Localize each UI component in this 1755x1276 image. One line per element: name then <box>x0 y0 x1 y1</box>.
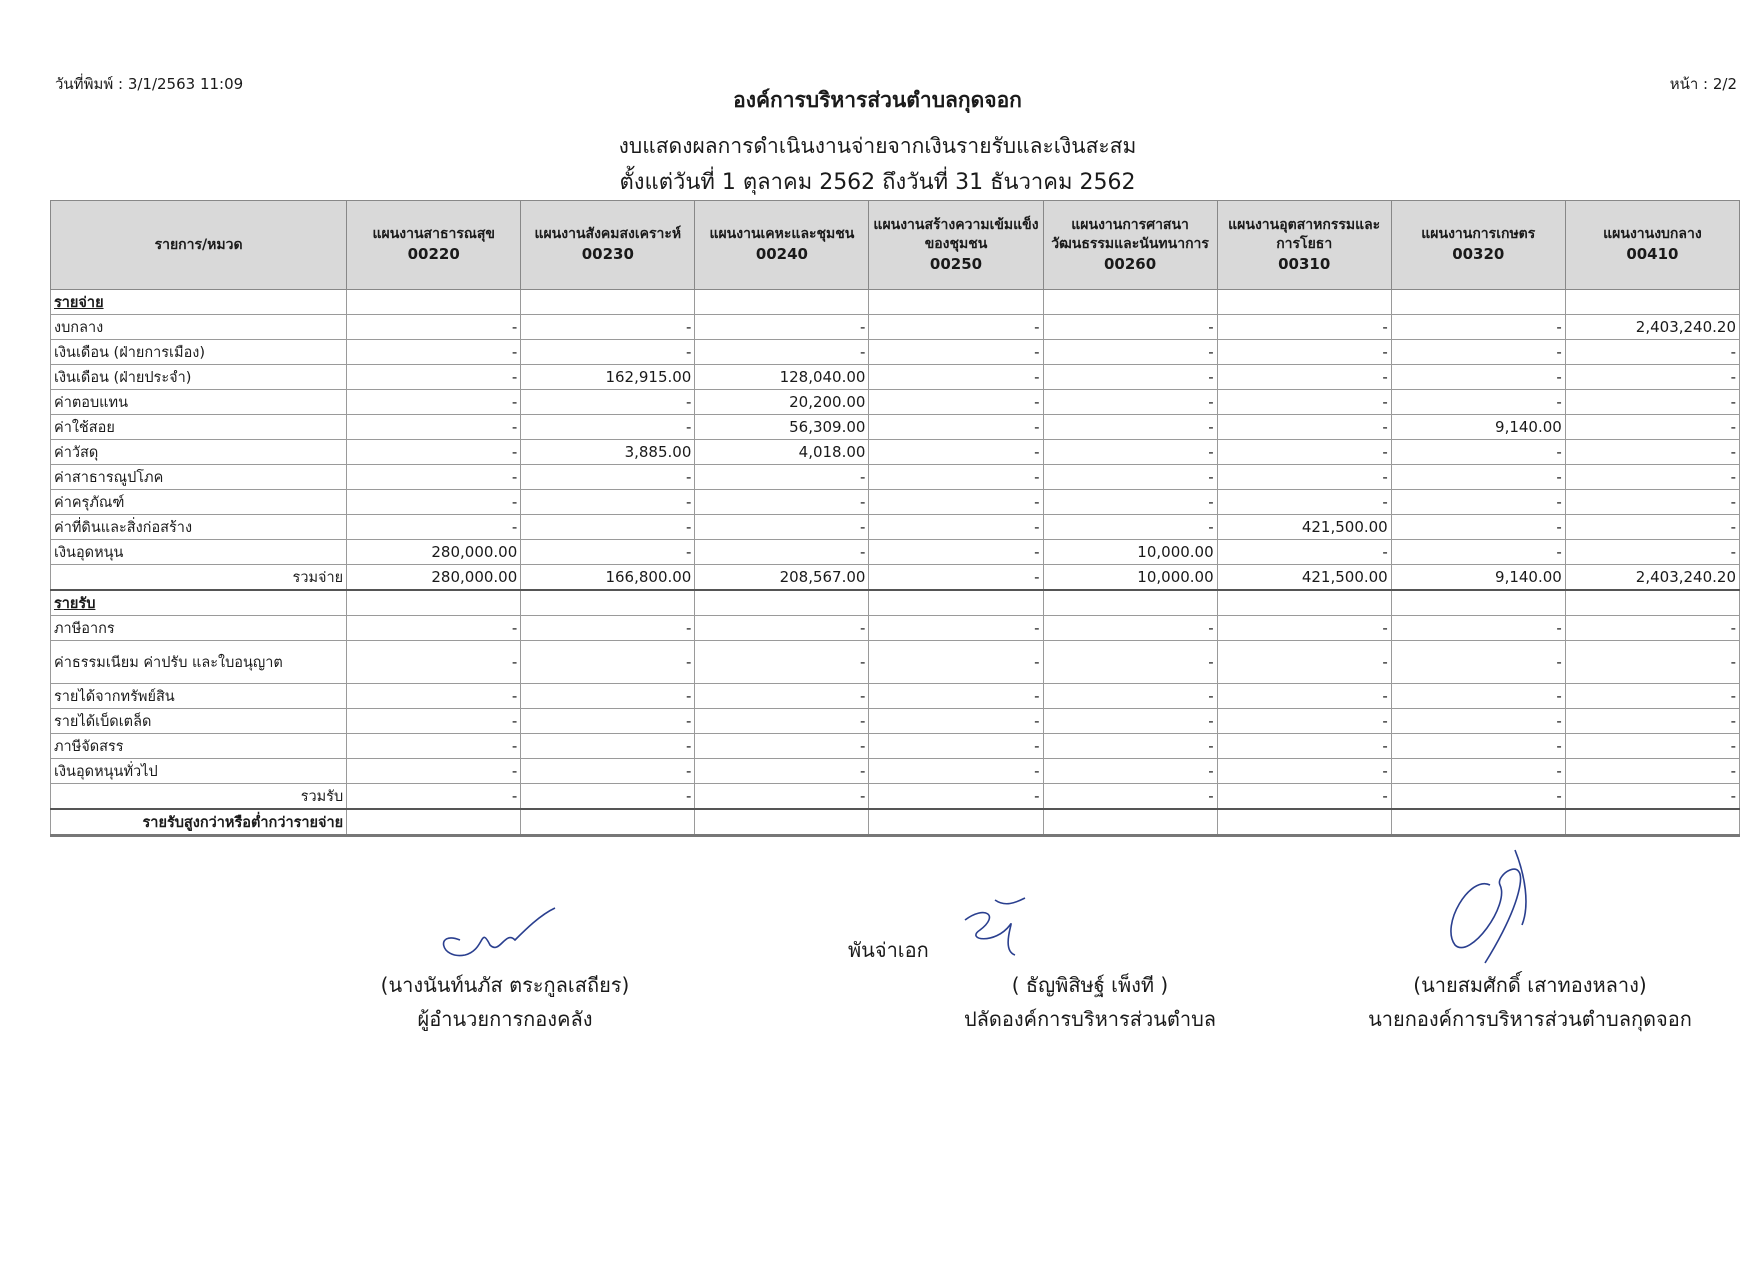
report-period: ตั้งแต่วันที่ 1 ตุลาคม 2562 ถึงวันที่ 31 ธันวาคม 2562 <box>619 170 1136 195</box>
value-cell: - <box>695 465 869 490</box>
value-cell: - <box>869 390 1043 415</box>
value-cell: - <box>1391 540 1565 565</box>
value-cell: 162,915.00 <box>521 365 695 390</box>
row-label: งบกลาง <box>51 315 347 340</box>
value-cell: - <box>347 415 521 440</box>
value-cell: - <box>1217 390 1391 415</box>
org-name: องค์การบริหารส่วนตำบลกุดจอก <box>733 88 1022 112</box>
signature-block-deputy <box>890 968 1290 1036</box>
value-cell: - <box>1391 784 1565 810</box>
value-cell: 9,140.00 <box>1391 415 1565 440</box>
value-cell: - <box>1217 709 1391 734</box>
value-cell: - <box>347 616 521 641</box>
value-cell: - <box>1565 515 1739 540</box>
signature-center-image <box>955 895 1035 965</box>
value-cell: - <box>521 415 695 440</box>
value-cell: - <box>1565 540 1739 565</box>
value-cell: - <box>1043 490 1217 515</box>
column-header: แผนงานการศาสนาวัฒนธรรมและนันทนาการ 00260 <box>1043 201 1217 290</box>
value-cell: - <box>347 390 521 415</box>
table-row <box>51 515 1740 540</box>
value-cell: - <box>1043 641 1217 684</box>
section-label: รายรับ <box>51 590 347 616</box>
value-cell: 280,000.00 <box>347 540 521 565</box>
value-cell: 208,567.00 <box>695 565 869 591</box>
value-cell: - <box>521 515 695 540</box>
value-cell: - <box>1565 616 1739 641</box>
value-cell: - <box>347 465 521 490</box>
value-cell: - <box>1391 641 1565 684</box>
section-label: รายจ่าย <box>51 290 347 315</box>
value-cell: - <box>1391 490 1565 515</box>
value-cell: - <box>695 784 869 810</box>
value-cell: - <box>1043 415 1217 440</box>
value-cell: - <box>1217 784 1391 810</box>
empty-cell <box>869 290 1043 315</box>
value-cell: - <box>1217 734 1391 759</box>
value-cell: - <box>347 315 521 340</box>
value-cell: - <box>1043 709 1217 734</box>
report-table <box>50 200 1740 837</box>
value-cell: - <box>1391 315 1565 340</box>
value-cell: - <box>1217 465 1391 490</box>
value-cell: - <box>695 540 869 565</box>
value-cell: - <box>1391 440 1565 465</box>
row-label: เงินเดือน (ฝ่ายการเมือง) <box>51 340 347 365</box>
value-cell: - <box>1565 490 1739 515</box>
value-cell: - <box>521 340 695 365</box>
value-cell: - <box>347 684 521 709</box>
value-cell: - <box>1391 390 1565 415</box>
value-cell: 10,000.00 <box>1043 540 1217 565</box>
value-cell: - <box>869 616 1043 641</box>
value-cell: - <box>347 365 521 390</box>
value-cell: - <box>1043 390 1217 415</box>
print-date: วันที่พิมพ์ : 3/1/2563 11:09 <box>55 75 244 93</box>
value-cell: - <box>869 415 1043 440</box>
table-row <box>51 684 1740 709</box>
value-cell: - <box>521 784 695 810</box>
section-row <box>51 590 1740 616</box>
empty-cell <box>521 290 695 315</box>
value-cell: - <box>1565 684 1739 709</box>
value-cell: - <box>869 365 1043 390</box>
value-cell: - <box>1565 641 1739 684</box>
empty-cell <box>1391 290 1565 315</box>
empty-cell <box>521 590 695 616</box>
empty-cell <box>347 809 521 836</box>
row-label: ค่าธรรมเนียม ค่าปรับ และใบอนุญาต <box>51 641 347 684</box>
row-label: ค่าครุภัณฑ์ <box>51 490 347 515</box>
value-cell: - <box>1391 684 1565 709</box>
table-row <box>51 734 1740 759</box>
page-number: หน้า : 2/2 <box>1669 75 1737 93</box>
table-row <box>51 340 1740 365</box>
value-cell: - <box>1217 490 1391 515</box>
value-cell: - <box>521 709 695 734</box>
first-column-header: รายการ/หมวด <box>51 201 347 290</box>
value-cell: - <box>869 340 1043 365</box>
empty-cell <box>695 590 869 616</box>
value-cell: - <box>869 641 1043 684</box>
value-cell: - <box>347 490 521 515</box>
empty-cell <box>1217 809 1391 836</box>
value-cell: - <box>1043 515 1217 540</box>
value-cell: - <box>521 684 695 709</box>
value-cell: - <box>1217 415 1391 440</box>
value-cell: 166,800.00 <box>521 565 695 591</box>
value-cell: - <box>521 734 695 759</box>
value-cell: 421,500.00 <box>1217 515 1391 540</box>
empty-cell <box>1565 590 1739 616</box>
value-cell: - <box>695 340 869 365</box>
empty-cell <box>521 809 695 836</box>
table-row <box>51 490 1740 515</box>
value-cell: - <box>347 759 521 784</box>
row-label: เงินอุดหนุน <box>51 540 347 565</box>
value-cell: - <box>521 490 695 515</box>
table-row <box>51 641 1740 684</box>
value-cell: - <box>1043 734 1217 759</box>
section-row <box>51 290 1740 315</box>
value-cell: - <box>695 759 869 784</box>
value-cell: - <box>347 515 521 540</box>
value-cell: - <box>1043 465 1217 490</box>
column-header: แผนงานสาธารณสุข 00220 <box>347 201 521 290</box>
empty-cell <box>347 290 521 315</box>
empty-cell <box>1217 290 1391 315</box>
value-cell: - <box>869 540 1043 565</box>
value-cell: - <box>1391 465 1565 490</box>
value-cell: - <box>1217 641 1391 684</box>
signer-name: (นายสมศักดิ์ เสาทองหลาง) <box>1413 973 1647 997</box>
value-cell: - <box>1565 440 1739 465</box>
empty-cell <box>1565 809 1739 836</box>
value-cell: - <box>1217 340 1391 365</box>
value-cell: - <box>1565 784 1739 810</box>
value-cell: - <box>1217 365 1391 390</box>
value-cell: - <box>1565 390 1739 415</box>
signature-right-image <box>1430 845 1560 965</box>
value-cell: - <box>1043 315 1217 340</box>
value-cell: - <box>1391 709 1565 734</box>
value-cell: - <box>347 784 521 810</box>
value-cell: - <box>1391 734 1565 759</box>
value-cell: - <box>869 759 1043 784</box>
value-cell: - <box>521 641 695 684</box>
empty-cell <box>1043 590 1217 616</box>
table-row <box>51 616 1740 641</box>
value-cell: - <box>869 684 1043 709</box>
value-cell: - <box>1043 440 1217 465</box>
value-cell: - <box>1217 684 1391 709</box>
value-cell: 4,018.00 <box>695 440 869 465</box>
value-cell: - <box>1565 709 1739 734</box>
value-cell: - <box>869 490 1043 515</box>
value-cell: - <box>521 616 695 641</box>
value-cell: - <box>1565 340 1739 365</box>
table-header-row <box>51 201 1740 290</box>
table-row <box>51 415 1740 440</box>
row-label: ค่าวัสดุ <box>51 440 347 465</box>
table-row <box>51 390 1740 415</box>
value-cell: - <box>1391 515 1565 540</box>
value-cell: - <box>521 540 695 565</box>
value-cell: 2,403,240.20 <box>1565 565 1739 591</box>
value-cell: - <box>869 465 1043 490</box>
column-header: แผนงานสร้างความเข้มแข็งของชุมชน 00250 <box>869 201 1043 290</box>
row-label: รายได้เบ็ดเตล็ด <box>51 709 347 734</box>
value-cell: - <box>347 641 521 684</box>
row-label: เงินเดือน (ฝ่ายประจำ) <box>51 365 347 390</box>
value-cell: 3,885.00 <box>521 440 695 465</box>
table-row <box>51 784 1740 810</box>
value-cell: - <box>1565 365 1739 390</box>
value-cell: - <box>1217 616 1391 641</box>
value-cell: - <box>1391 340 1565 365</box>
value-cell: 20,200.00 <box>695 390 869 415</box>
value-cell: - <box>1217 540 1391 565</box>
value-cell: - <box>347 734 521 759</box>
empty-cell <box>1391 590 1565 616</box>
value-cell: - <box>869 565 1043 591</box>
signer-title: ผู้อำนวยการกองคลัง <box>417 1007 593 1031</box>
value-cell: - <box>1043 784 1217 810</box>
value-cell: - <box>1565 465 1739 490</box>
table-row <box>51 465 1740 490</box>
report-title: งบแสดงผลการดำเนินงานจ่ายจากเงินรายรับและเงินสะสม <box>618 134 1137 158</box>
value-cell: - <box>347 440 521 465</box>
row-label: ภาษีจัดสรร <box>51 734 347 759</box>
value-cell: - <box>347 340 521 365</box>
value-cell: - <box>521 390 695 415</box>
value-cell: - <box>869 709 1043 734</box>
value-cell: 9,140.00 <box>1391 565 1565 591</box>
row-label: ค่าที่ดินและสิ่งก่อสร้าง <box>51 515 347 540</box>
value-cell: - <box>695 315 869 340</box>
value-cell: 56,309.00 <box>695 415 869 440</box>
value-cell: - <box>1043 340 1217 365</box>
row-label: รวมรับ <box>51 784 347 810</box>
value-cell: - <box>521 759 695 784</box>
value-cell: - <box>869 784 1043 810</box>
signer-name: ( ธัญพิสิษฐ์ เพ็งที ) <box>1011 973 1169 997</box>
table-row <box>51 759 1740 784</box>
table-row <box>51 315 1740 340</box>
value-cell: - <box>695 709 869 734</box>
value-cell: - <box>869 440 1043 465</box>
value-cell: - <box>695 734 869 759</box>
value-cell: 2,403,240.20 <box>1565 315 1739 340</box>
signer-title: ปลัดองค์การบริหารส่วนตำบล <box>963 1007 1217 1031</box>
column-header: แผนงานสังคมสงเคราะห์ 00230 <box>521 201 695 290</box>
empty-cell <box>1217 590 1391 616</box>
value-cell: - <box>695 490 869 515</box>
net-row <box>51 809 1740 836</box>
row-label: รายได้จากทรัพย์สิน <box>51 684 347 709</box>
empty-cell <box>869 809 1043 836</box>
row-label: เงินอุดหนุนทั่วไป <box>51 759 347 784</box>
value-cell: - <box>1565 759 1739 784</box>
empty-cell <box>869 590 1043 616</box>
column-header: แผนงานอุตสาหกรรมและการโยธา 00310 <box>1217 201 1391 290</box>
rank-label: พันจ่าเอก <box>848 938 929 962</box>
empty-cell <box>1043 290 1217 315</box>
value-cell: - <box>521 315 695 340</box>
row-label: ภาษีอากร <box>51 616 347 641</box>
value-cell: - <box>347 709 521 734</box>
table-row <box>51 365 1740 390</box>
value-cell: - <box>695 684 869 709</box>
signer-name: (นางนันท์นภัส ตระกูลเสถียร) <box>380 973 630 997</box>
value-cell: - <box>1043 759 1217 784</box>
value-cell: - <box>1565 415 1739 440</box>
value-cell: 10,000.00 <box>1043 565 1217 591</box>
row-label: ค่าสาธารณูปโภค <box>51 465 347 490</box>
signature-left-image <box>430 900 570 970</box>
value-cell: - <box>695 641 869 684</box>
empty-cell <box>1043 809 1217 836</box>
value-cell: 280,000.00 <box>347 565 521 591</box>
value-cell: 421,500.00 <box>1217 565 1391 591</box>
empty-cell <box>347 590 521 616</box>
table-row <box>51 565 1740 591</box>
value-cell: - <box>1217 315 1391 340</box>
signature-block-mayor <box>1330 968 1730 1036</box>
value-cell: - <box>695 616 869 641</box>
column-header: แผนงานงบกลาง 00410 <box>1565 201 1739 290</box>
value-cell: - <box>1217 440 1391 465</box>
value-cell: - <box>1217 759 1391 784</box>
value-cell: - <box>1391 365 1565 390</box>
value-cell: 128,040.00 <box>695 365 869 390</box>
empty-cell <box>695 290 869 315</box>
column-header: แผนงานการเกษตร 00320 <box>1391 201 1565 290</box>
table-row <box>51 440 1740 465</box>
value-cell: - <box>1043 616 1217 641</box>
value-cell: - <box>1043 684 1217 709</box>
value-cell: - <box>1391 759 1565 784</box>
row-label: ค่าใช้สอย <box>51 415 347 440</box>
value-cell: - <box>521 465 695 490</box>
empty-cell <box>695 809 869 836</box>
row-label: รวมจ่าย <box>51 565 347 591</box>
table-row <box>51 540 1740 565</box>
empty-cell <box>1391 809 1565 836</box>
signature-block-finance <box>330 968 680 1036</box>
value-cell: - <box>869 315 1043 340</box>
value-cell: - <box>869 515 1043 540</box>
net-label: รายรับสูงกว่าหรือต่ำกว่ารายจ่าย <box>51 809 347 836</box>
signer-title: นายกองค์การบริหารส่วนตำบลกุดจอก <box>1368 1007 1692 1031</box>
value-cell: - <box>869 734 1043 759</box>
value-cell: - <box>1565 734 1739 759</box>
column-header: แผนงานเคหะและชุมชน 00240 <box>695 201 869 290</box>
empty-cell <box>1565 290 1739 315</box>
row-label: ค่าตอบแทน <box>51 390 347 415</box>
value-cell: - <box>1043 365 1217 390</box>
value-cell: - <box>1391 616 1565 641</box>
table-row <box>51 709 1740 734</box>
value-cell: - <box>695 515 869 540</box>
